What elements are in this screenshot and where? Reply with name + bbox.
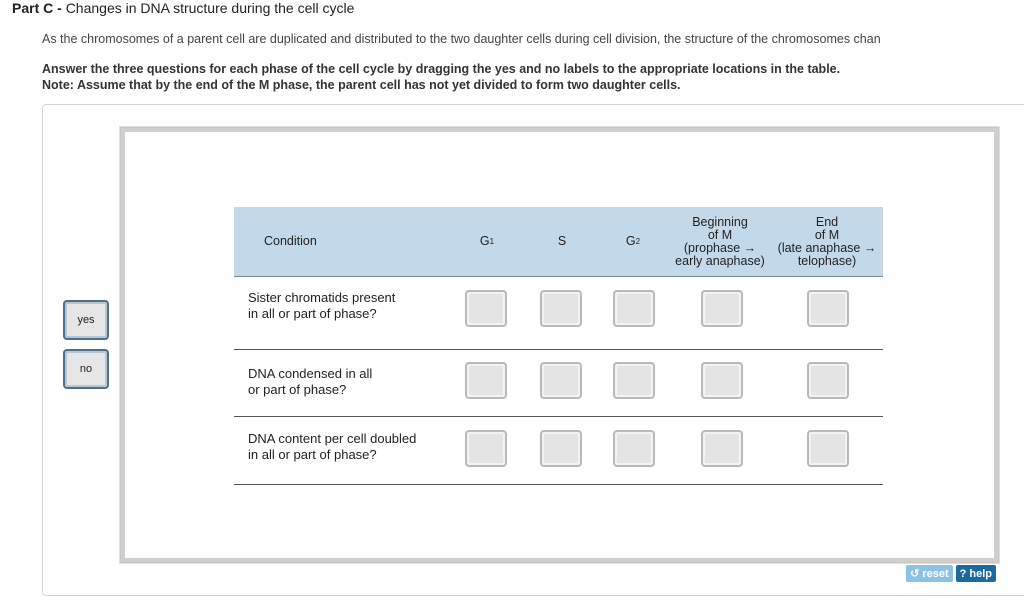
- phase-header-s: S: [557, 234, 567, 248]
- drop-target-r1-beginning-m[interactable]: [701, 290, 743, 327]
- footer-buttons: [906, 565, 996, 582]
- table-header: [234, 207, 883, 277]
- instructions: [42, 61, 840, 93]
- phase-header-end-m: End of M (late anaphase → telophase): [777, 214, 877, 268]
- reset-label: reset: [922, 567, 949, 580]
- phase-header-g2: G 2: [625, 234, 641, 248]
- help-icon: ?: [959, 567, 967, 580]
- drop-target-r1-g1[interactable]: [465, 290, 507, 327]
- drop-target-r3-end-m[interactable]: [807, 430, 849, 467]
- row-divider: [234, 484, 883, 485]
- row-label-dna-condensed: DNA condensed in all or part of phase?: [248, 366, 373, 397]
- yes-label[interactable]: yes: [63, 300, 109, 340]
- no-label[interactable]: no: [63, 349, 109, 389]
- instructions-line-2: Note: Assume that by the end of the M phase, the parent cell has not yet divided to form two daughter cells.: [42, 78, 681, 92]
- drop-target-r2-g1[interactable]: [465, 362, 507, 399]
- part-title: [12, 0, 354, 16]
- reset-icon: ↺: [910, 568, 920, 580]
- drop-target-r2-beginning-m[interactable]: [701, 362, 743, 399]
- reset-button[interactable]: [906, 565, 953, 582]
- drop-target-r3-s[interactable]: [540, 430, 582, 467]
- condition-header: Condition: [264, 234, 317, 248]
- help-label: help: [969, 567, 992, 580]
- drop-target-r1-s[interactable]: [540, 290, 582, 327]
- phase-header-g1: G 1: [479, 234, 495, 248]
- row-label-dna-doubled: DNA content per cell doubled in all or part of phase?: [248, 431, 417, 462]
- help-button[interactable]: [956, 565, 996, 582]
- drop-target-r2-s[interactable]: [540, 362, 582, 399]
- part-separator: -: [57, 0, 62, 16]
- drop-target-r1-end-m[interactable]: [807, 290, 849, 327]
- drop-target-r2-end-m[interactable]: [807, 362, 849, 399]
- drop-target-r2-g2[interactable]: [613, 362, 655, 399]
- drop-board: [120, 127, 999, 563]
- drop-target-r3-g2[interactable]: [613, 430, 655, 467]
- phase-header-beginning-m: Beginning of M (prophase → early anaphase): [675, 214, 765, 268]
- row-divider: [234, 416, 883, 417]
- intro-text: As the chromosomes of a parent cell are duplicated and distributed to the two daughter cells during cell division, the structure of the chromosomes chan: [42, 32, 881, 46]
- drop-target-r3-beginning-m[interactable]: [701, 430, 743, 467]
- instructions-line-1: Answer the three questions for each phase of the cell cycle by dragging the yes and no labels to the appropriate locations in the table.: [42, 62, 841, 76]
- row-label-sister-chromatids: Sister chromatids present in all or part of phase?: [248, 290, 396, 321]
- row-divider: [234, 349, 883, 350]
- drop-target-r3-g1[interactable]: [465, 430, 507, 467]
- drop-target-r1-g2[interactable]: [613, 290, 655, 327]
- part-label: Part C: [12, 0, 54, 16]
- part-heading: Changes in DNA structure during the cell cycle: [65, 0, 355, 16]
